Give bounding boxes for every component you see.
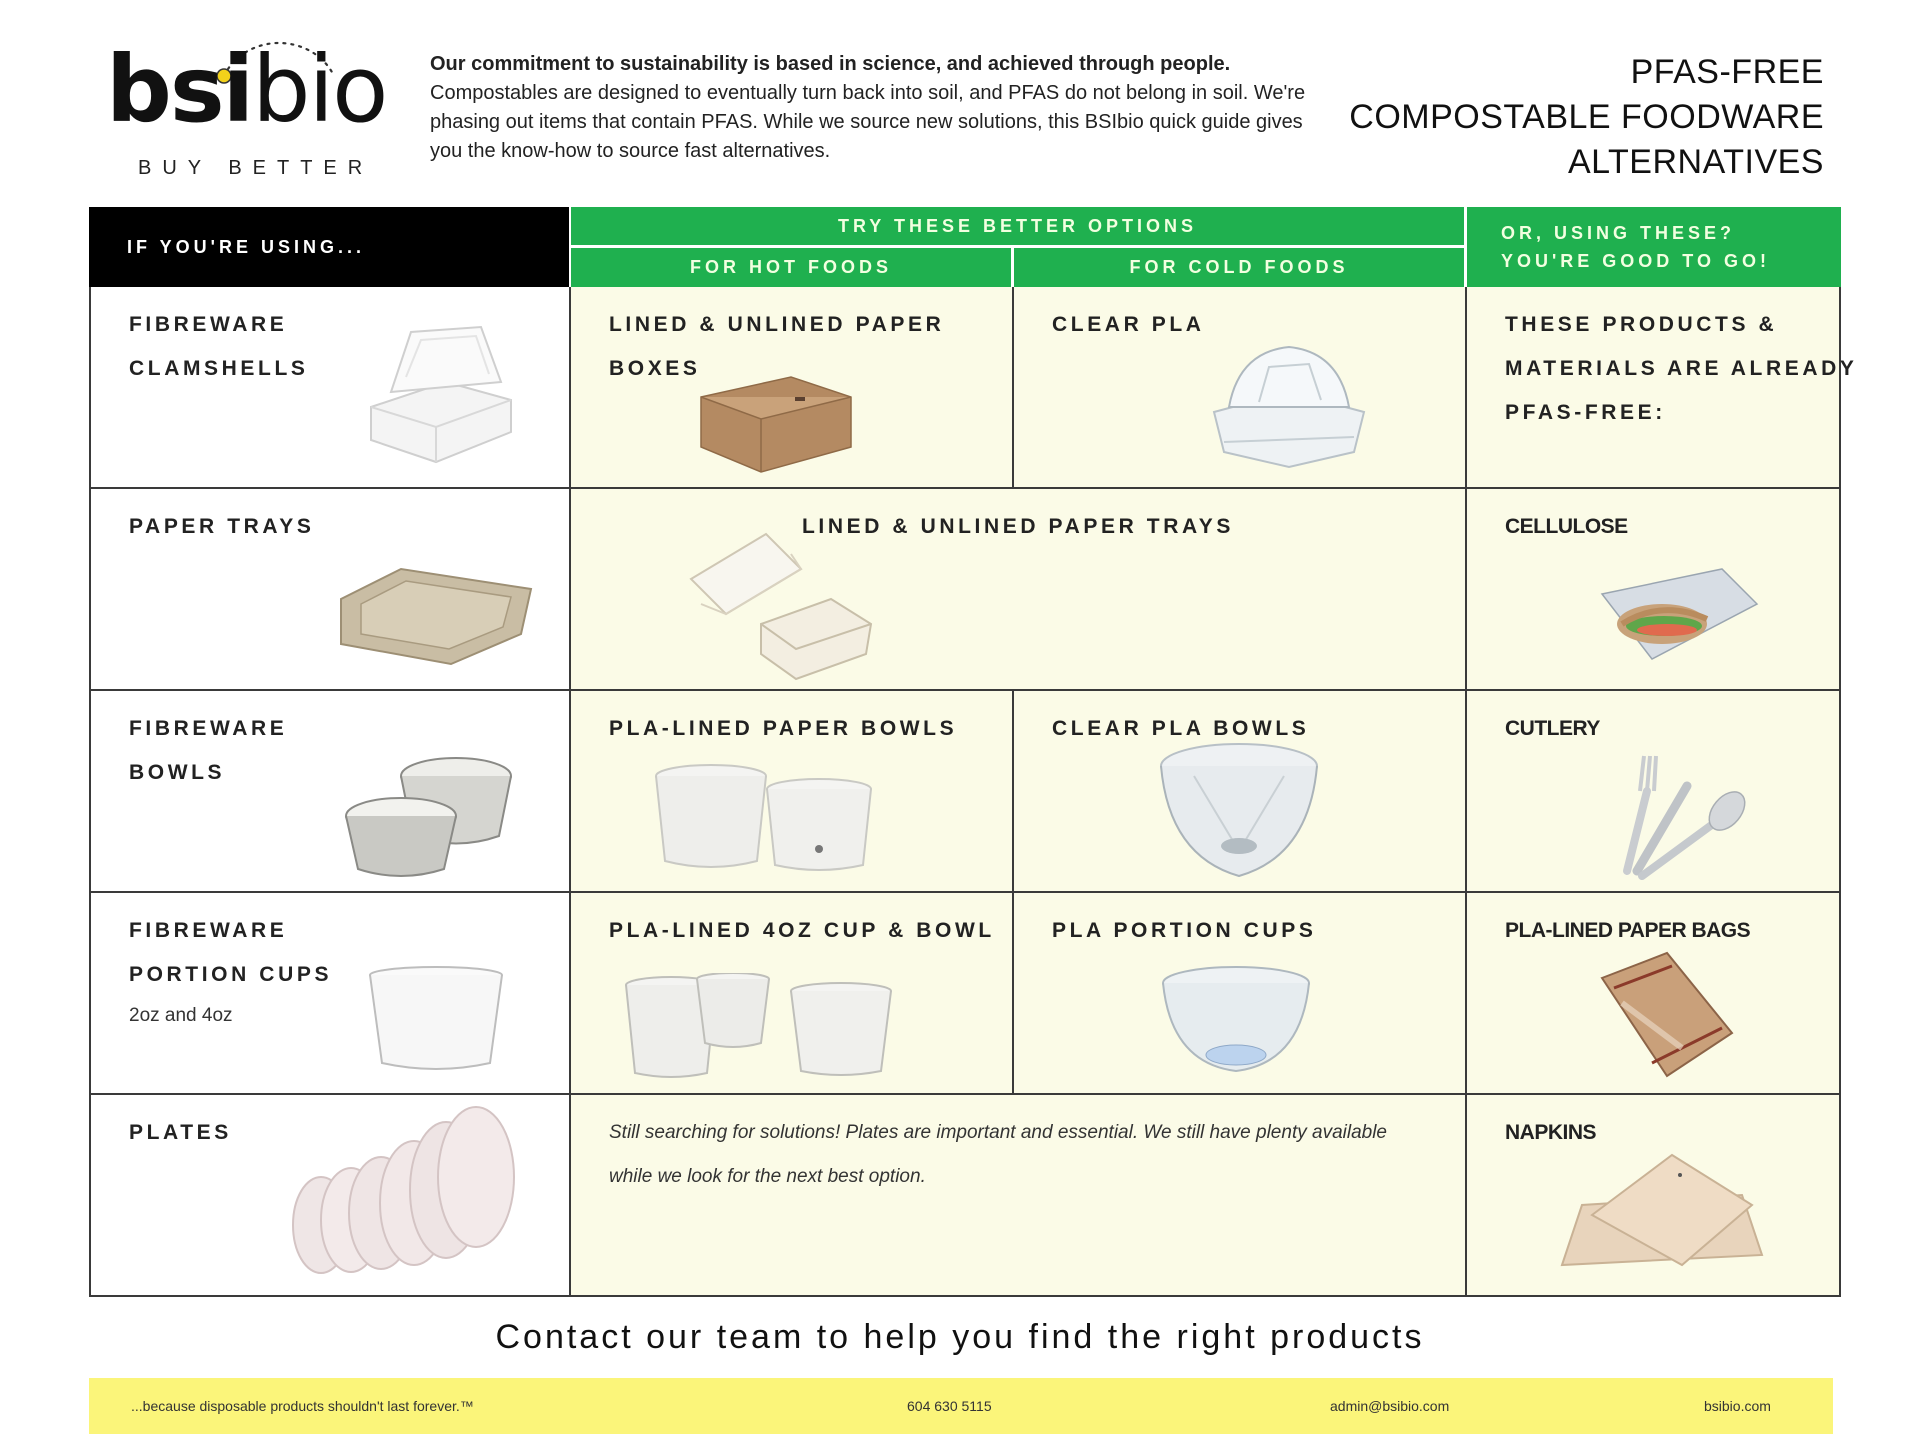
row4-using-label	[129, 909, 332, 997]
row5-note-cell	[571, 1095, 1467, 1297]
fibre-plates-image	[276, 1105, 536, 1285]
header-hot-foods: FOR HOT FOODS	[571, 248, 1011, 287]
row4-using-cell	[89, 893, 571, 1095]
row2-using-line1: PAPER TRAYS	[129, 515, 315, 538]
title-line-2: COMPOSTABLE FOODWARE	[1349, 98, 1824, 136]
row4-cold-cell	[1014, 893, 1467, 1095]
alternatives-table	[89, 207, 1858, 1294]
row1-using-line2: CLAMSHELLS	[129, 357, 309, 380]
footer-email[interactable]: admin@bsibio.com	[1330, 1398, 1450, 1414]
napkins-image	[1552, 1145, 1772, 1285]
footer-slogan: ...because disposable products shouldn't last forever.™	[131, 1398, 474, 1414]
row2-good-cell	[1467, 489, 1841, 691]
pla-portion-cup-image	[1159, 963, 1314, 1078]
row5-note-text: Still searching for solutions! Plates are important and essential. We still have plenty available while we look for the next best option.	[609, 1122, 1387, 1187]
row1-using-line1: FIBREWARE	[129, 313, 288, 336]
header-if-using: IF YOU'RE USING...	[89, 207, 569, 287]
cutlery-image	[1592, 751, 1752, 881]
paper-bowls-image	[651, 761, 881, 876]
row5-using-label	[129, 1111, 232, 1155]
cellulose-sandwich-bag-image	[1592, 564, 1762, 664]
row2-merged-cell	[571, 489, 1467, 691]
logo-tagline: BUY BETTER	[138, 157, 374, 179]
row3-hot-line1: PLA-LINED PAPER BOWLS	[609, 717, 958, 740]
row1-hot-line1: LINED & UNLINED PAPER	[609, 313, 945, 336]
row1-using-cell	[89, 287, 571, 489]
footer-website[interactable]: bsibio.com	[1704, 1398, 1771, 1414]
intro-lead: Our commitment to sustainability is based in science, and achieved through people.	[430, 53, 1231, 75]
row5-using-cell	[89, 1095, 571, 1297]
contact-heading: Contact our team to help you find the right products	[495, 1318, 1425, 1356]
row3-using-line1: FIBREWARE	[129, 717, 288, 740]
footer-bar	[89, 1378, 1833, 1434]
row5-using-line1: PLATES	[129, 1121, 232, 1144]
row3-using-label	[129, 707, 287, 795]
row4-cold-label: PLA PORTION CUPS	[1052, 919, 1317, 942]
row4-hot-cell	[571, 893, 1014, 1095]
foam-clamshell-image	[351, 322, 531, 467]
header-try-better: TRY THESE BETTER OPTIONS	[571, 207, 1464, 245]
title-line-3: ALTERNATIVES	[1567, 143, 1824, 181]
row3-using-cell	[89, 691, 571, 893]
logo-wordmark: bsibio	[106, 36, 387, 143]
row4-hot-label	[609, 909, 995, 953]
header-good-line-1: OR, USING THESE?	[1501, 223, 1736, 243]
row4-using-line1: FIBREWARE	[129, 919, 288, 942]
row1-good-label	[1505, 303, 1858, 435]
row4-hot-line1: PLA-LINED 4OZ CUP & BOWL	[609, 919, 995, 942]
row1-good-cell	[1467, 287, 1858, 489]
row1-hot-line2: BOXES	[609, 357, 701, 380]
header-good-line-2: YOU'RE GOOD TO GO!	[1501, 251, 1770, 271]
row3-hot-cell	[571, 691, 1014, 893]
row4-using-line2: PORTION CUPS	[129, 963, 333, 986]
row1-using-label	[129, 303, 309, 391]
paper-trays-image	[681, 514, 881, 684]
row4-good-label: PLA-LINED PAPER BAGS	[1505, 919, 1751, 942]
bsibio-logo	[106, 14, 396, 179]
clear-pla-clamshell-image	[1199, 332, 1379, 472]
fibre-bowls-image	[341, 751, 521, 881]
intro-text	[430, 50, 1310, 166]
row5-good-label: NAPKINS	[1505, 1121, 1597, 1144]
row3-cold-cell	[1014, 691, 1467, 893]
row4-using-subtext: 2oz and 4oz	[129, 1005, 233, 1026]
header-good-to-go	[1467, 207, 1841, 287]
footer-phone[interactable]: 604 630 5115	[907, 1398, 992, 1414]
row1-cold-label: CLEAR PLA	[1052, 313, 1205, 336]
row2-good-label: CELLULOSE	[1505, 515, 1628, 538]
row1-good-line1: THESE PRODUCTS &	[1505, 313, 1778, 336]
row4-good-cell	[1467, 893, 1841, 1095]
row3-good-label: CUTLERY	[1505, 717, 1600, 740]
page-title	[1264, 50, 1824, 185]
row2-merged-label: LINED & UNLINED PAPER TRAYS	[801, 515, 1235, 538]
row5-good-cell	[1467, 1095, 1841, 1297]
row1-cold-cell	[1014, 287, 1467, 489]
row3-cold-label: CLEAR PLA BOWLS	[1052, 717, 1310, 740]
header-cold-foods: FOR COLD FOODS	[1014, 248, 1464, 287]
row1-hot-cell	[571, 287, 1014, 489]
row2-using-cell	[89, 489, 571, 691]
paper-cups-image	[621, 973, 901, 1083]
row1-good-line2: MATERIALS ARE ALREADY	[1505, 357, 1858, 380]
pla-lined-paper-bag-image	[1592, 948, 1742, 1083]
row3-using-line2: BOWLS	[129, 761, 226, 784]
kraft-paper-box-image	[691, 367, 861, 477]
row1-good-line3: PFAS-FREE:	[1505, 401, 1666, 424]
intro-body: Compostables are designed to eventually turn back into soil, and PFAS do not belong in soil. We're phasing out items that contain PFAS. While we source new solutions, this BSIbio quick guide gives you the know-how to source fast alternatives.	[430, 82, 1306, 162]
fibre-paper-tray-image	[331, 559, 541, 669]
row3-good-cell	[1467, 691, 1841, 893]
fibre-portion-cup-image	[366, 963, 506, 1078]
row3-hot-label	[609, 707, 957, 751]
row2-using-label	[129, 505, 314, 549]
title-line-1: PFAS-FREE	[1630, 53, 1824, 91]
clear-pla-bowl-image	[1154, 736, 1324, 886]
